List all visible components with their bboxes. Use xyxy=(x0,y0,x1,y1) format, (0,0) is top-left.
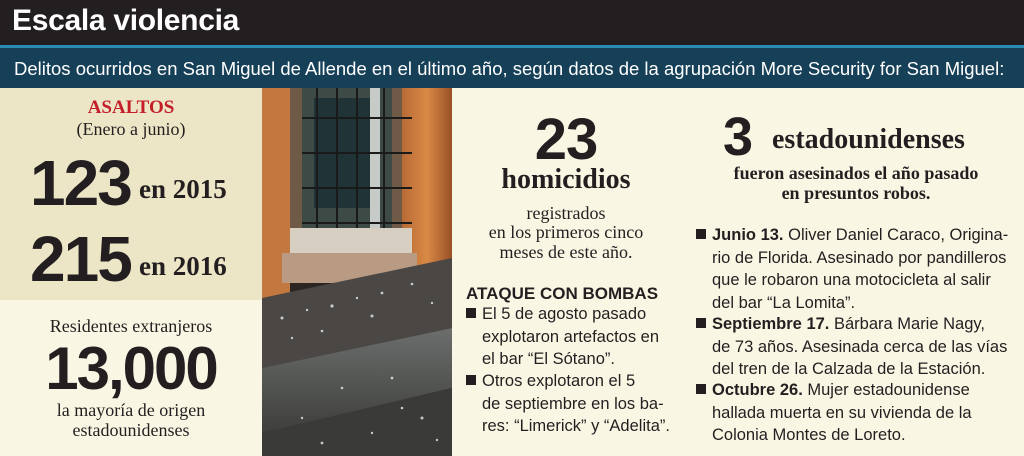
page-title: Escala violencia xyxy=(12,4,240,37)
asaltos-range: (Enero a junio) xyxy=(76,119,186,139)
residentes-heading: Residentes extranjeros xyxy=(49,316,213,336)
estadounidenses-label: estadounidenses xyxy=(772,124,965,155)
homicidios-caption-3: meses de este año. xyxy=(499,242,633,262)
residentes-caption-1: la mayoría de origen xyxy=(56,400,206,420)
estadounidenses-value: 3 xyxy=(723,107,752,167)
asaltos-2015-label: en 2015 xyxy=(139,174,227,204)
asaltos-2015-value: 123 xyxy=(30,147,131,219)
victim-item-2: Septiembre 17. Bárbara Marie Nagy, de 73 años. Asesinada cerca de las vías del tren de la Calzada de la Estación. xyxy=(696,313,1007,381)
residentes-caption-2: estadounidenses xyxy=(72,420,190,440)
subtitle-bar xyxy=(0,45,1024,88)
bullet-square-icon xyxy=(466,308,476,318)
ataque-heading: ATAQUE CON BOMBAS xyxy=(466,284,659,303)
bullet-square-icon xyxy=(466,375,476,385)
ataque-item-1: El 5 de agosto pasado explotaron artefactos en el bar “El Sótano”. xyxy=(466,303,659,371)
homicidios-caption-2: en los primeros cinco xyxy=(488,222,644,242)
homicidios-label: homicidios xyxy=(501,164,631,195)
victim-item-3: Octubre 26. Mujer estadounidense hallada muerta en su vivienda de la Colonia Montes de Loreto. xyxy=(696,379,972,447)
bullet-square-icon xyxy=(696,318,706,328)
estadounidenses-caption-2: en presuntos robos. xyxy=(781,183,931,203)
title-bar xyxy=(0,0,1024,45)
residentes-value: 13,000 xyxy=(45,335,217,402)
asaltos-heading: ASALTOS xyxy=(87,97,175,118)
bullet-square-icon xyxy=(696,229,706,239)
bullet-square-icon xyxy=(696,384,706,394)
homicidios-caption-1: registrados xyxy=(526,203,606,223)
victim-item-1: Junio 13. Oliver Daniel Caraco, Origina- rio de Florida. Asesinado por pandilleros que le robaron una motocicleta al salir del bar “La Lomita”. xyxy=(696,224,1008,314)
asaltos-2016-label: en 2016 xyxy=(139,251,227,281)
homicidios-value: 23 xyxy=(534,107,598,172)
crime-scene-photo xyxy=(262,88,452,456)
page-subtitle: Delitos ocurridos en San Miguel de Allende en el último año, según datos de la agrupación More Security for San Miguel: xyxy=(14,58,1005,79)
asaltos-2016-value: 215 xyxy=(30,223,131,295)
estadounidenses-caption-1: fueron asesinados el año pasado xyxy=(733,163,979,183)
ataque-item-2: Otros explotaron el 5 de septiembre en los ba- res: “Limerick” y “Adelita”. xyxy=(466,370,670,438)
